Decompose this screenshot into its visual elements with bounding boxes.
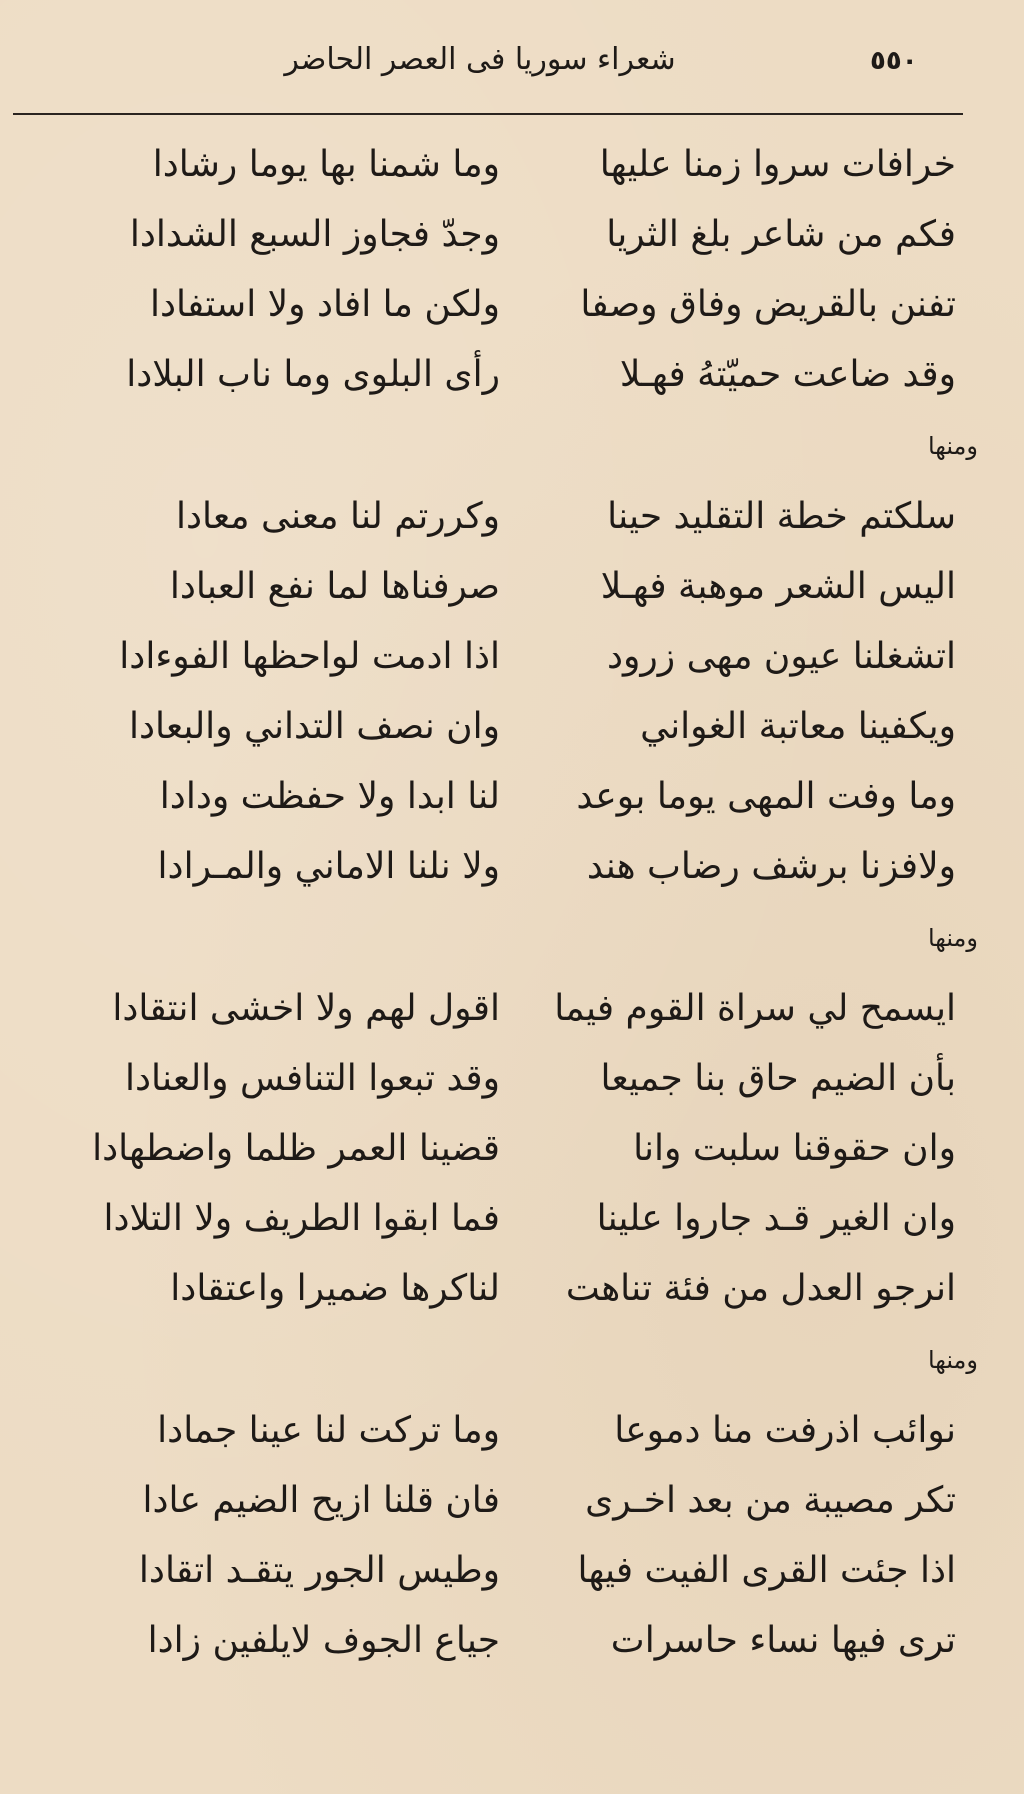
verse: [60, 1044, 970, 1114]
hemistich-second: وطيس الجور يتقـد اتقادا: [138, 1550, 500, 1591]
verse: [60, 130, 970, 200]
hemistich-second: وجدّ فجاوز السبع الشدادا: [129, 214, 500, 255]
section-label: ومنها: [927, 1346, 978, 1374]
hemistich-second: ولكن ما افاد ولا استفادا: [149, 284, 500, 325]
verse: [60, 1396, 970, 1466]
header-rule: [13, 113, 963, 115]
hemistich-first: وان الغير قـد جاروا علينا: [596, 1198, 956, 1239]
section-label: ومنها: [927, 432, 978, 460]
hemistich-first: اذا جئت القرى الفيت فيها: [577, 1550, 956, 1591]
verse: [60, 622, 970, 692]
running-head: [0, 42, 1024, 92]
verse: [60, 1254, 970, 1324]
verse: [60, 340, 970, 410]
verse: [60, 692, 970, 762]
hemistich-second: وقد تبعوا التنافس والعنادا: [124, 1058, 500, 1099]
hemistich-first: ترى فيها نساء حاسرات: [610, 1620, 956, 1661]
book-title: شعراء سوريا فى العصر الحاضر: [284, 42, 676, 77]
hemistich-first: وما وفت المهى يوما بوعد: [576, 776, 956, 817]
hemistich-first: اليس الشعر موهبة فهـلا: [600, 566, 956, 607]
hemistich-second: اذا ادمت لواحظها الفوءادا: [119, 636, 500, 677]
hemistich-first: تكر مصيبة من بعد اخـرى: [585, 1480, 956, 1521]
hemistich-first: ويكفينا معاتبة الغواني: [640, 706, 956, 747]
hemistich-first: انرجو العدل من فئة تناهت: [565, 1268, 956, 1309]
hemistich-second: قضينا العمر ظلما واضطهادا: [92, 1128, 500, 1169]
verse: [60, 1184, 970, 1254]
verse: [60, 200, 970, 270]
verse: [60, 482, 970, 552]
hemistich-second: فان قلنا ازيح الضيم عادا: [142, 1480, 500, 1521]
hemistich-second: وكررتم لنا معنى معادا: [175, 496, 500, 537]
hemistich-second: ولا نلنا الاماني والمـرادا: [157, 846, 500, 887]
hemistich-second: لنا ابدا ولا حفظت ودادا: [159, 776, 500, 817]
hemistich-first: تفنن بالقريض وفاق وصفا: [580, 284, 956, 325]
verse: [60, 1466, 970, 1536]
verse: [60, 270, 970, 340]
hemistich-first: وان حقوقنا سلبت وانا: [633, 1128, 956, 1169]
verse: [60, 1606, 970, 1676]
verse: [60, 1536, 970, 1606]
section-label: ومنها: [927, 924, 978, 952]
verse: [60, 832, 970, 902]
hemistich-first: ايسمح لي سراة القوم فيما: [554, 988, 956, 1029]
verse: [60, 974, 970, 1044]
hemistich-first: فكم من شاعر بلغ الثريا: [606, 214, 956, 255]
hemistich-second: وما تركت لنا عينا جمادا: [157, 1410, 500, 1451]
verse: [60, 762, 970, 832]
hemistich-first: اتشغلنا عيون مهى زرود: [606, 636, 956, 677]
hemistich-first: بأن الضيم حاق بنا جميعا: [600, 1058, 956, 1099]
verse: [60, 552, 970, 622]
hemistich-second: صرفناها لما نفع العبادا: [169, 566, 500, 607]
hemistich-second: جياع الجوف لايلفين زادا: [147, 1620, 500, 1661]
hemistich-first: نوائب اذرفت منا دموعا: [614, 1410, 956, 1451]
hemistich-first: خرافات سروا زمنا عليها: [599, 144, 956, 185]
hemistich-first: ولافزنا برشف رضاب هند: [586, 846, 956, 887]
hemistich-second: رأى البلوى وما ناب البلادا: [126, 354, 500, 395]
hemistich-first: وقد ضاعت حميّتهُ فهـلا: [619, 354, 956, 395]
page-number: ٥٥٠: [870, 46, 918, 76]
hemistich-second: فما ابقوا الطريف ولا التلادا: [103, 1198, 500, 1239]
hemistich-second: لناكرها ضميرا واعتقادا: [170, 1268, 500, 1309]
poem-body: [60, 130, 978, 1676]
hemistich-second: وما شمنا بها يوما رشادا: [152, 144, 500, 185]
verse: [60, 1114, 970, 1184]
hemistich-second: وان نصف التداني والبعادا: [128, 706, 500, 747]
hemistich-second: اقول لهم ولا اخشى انتقادا: [112, 988, 500, 1029]
hemistich-first: سلكتم خطة التقليد حينا: [607, 496, 956, 537]
